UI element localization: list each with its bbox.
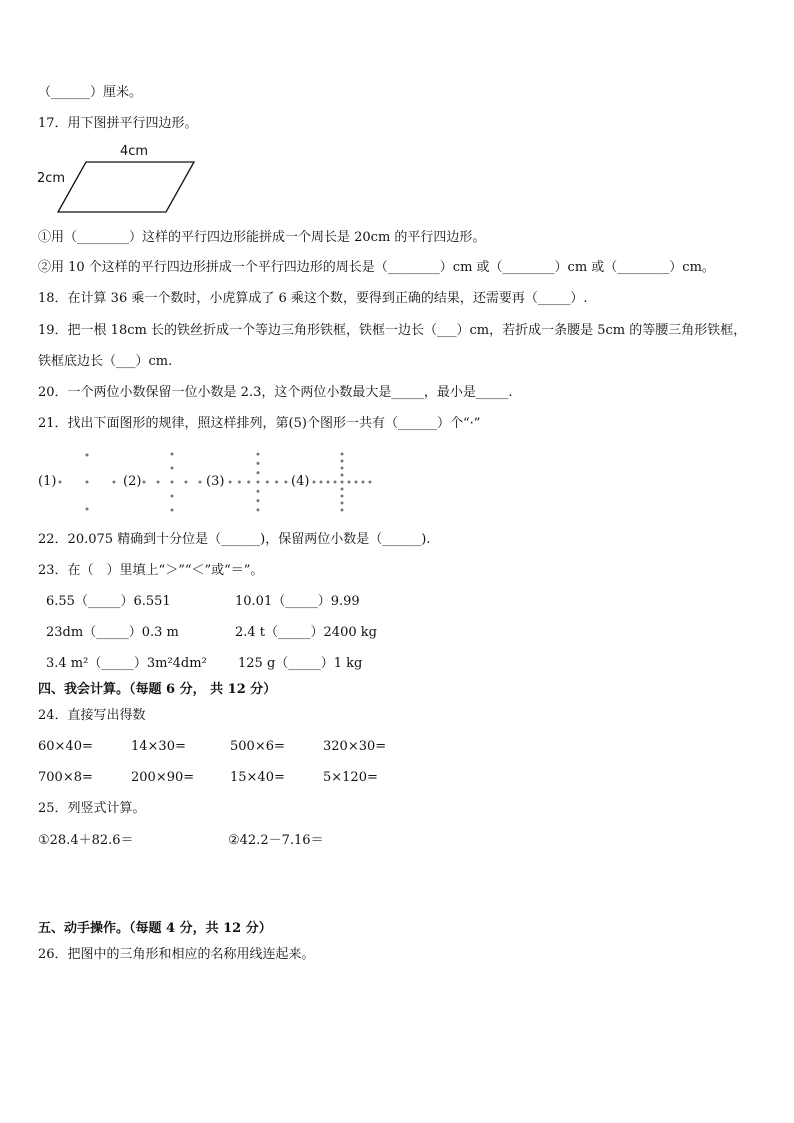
pattern-dot-fig4 <box>320 481 323 484</box>
parallelogram-top-label: 4cm <box>120 144 149 159</box>
pattern-dot-fig4 <box>313 481 316 484</box>
dot-pattern-figures <box>0 440 794 530</box>
pattern-dot-fig4 <box>348 481 351 484</box>
mental-math-item: 200×90= <box>131 770 195 785</box>
question-24: 24．直接写出得数 <box>38 708 146 723</box>
question-18: 18．在计算 36 乘一个数时，小虎算成了 6 乘这个数，要得到正确的结果，还需要再（_____）. <box>38 291 588 306</box>
pattern-dot-fig3 <box>266 481 269 484</box>
pattern-dot-fig4 <box>341 481 344 484</box>
pattern-dot-fig1 <box>59 481 62 484</box>
pattern-dot-fig3 <box>247 481 250 484</box>
mental-math-item: 5×120= <box>323 770 378 785</box>
vertical-calc-item: ①28.4＋82.6＝ <box>38 833 134 848</box>
answer-line-cm: （______）厘米。 <box>38 85 143 100</box>
mental-math-item: 60×40= <box>38 739 93 754</box>
pattern-dot-fig1 <box>113 481 116 484</box>
compare-item: 125 g（_____）1 kg <box>238 656 363 671</box>
pattern-dot-fig4 <box>341 453 344 456</box>
pattern-dot-fig2 <box>157 481 160 484</box>
compare-item: 3.4 m²（_____）3m²4dm² <box>46 656 207 671</box>
question-21: 21．找出下面图形的规律，照这样排列，第(5)个图形一共有（______）个“·” <box>38 416 481 431</box>
pattern-dot-fig3 <box>257 471 260 474</box>
question-25: 25．列竖式计算。 <box>38 801 146 816</box>
pattern-dot-fig4 <box>341 467 344 470</box>
dot-figure-label-2: (2) <box>123 474 142 489</box>
question-23: 23．在（ ）里填上“＞”“＜”或“＝”。 <box>38 563 264 578</box>
parallelogram-side-label: 2cm <box>37 171 66 186</box>
pattern-dot-fig4 <box>341 502 344 505</box>
pattern-dot-fig3 <box>257 481 260 484</box>
section-4-heading: 四、我会计算。（每题 6 分， 共 12 分） <box>38 682 277 697</box>
question-20: 20．一个两位小数保留一位小数是 2.3，这个两位小数最大是_____，最小是_____. <box>38 385 513 400</box>
pattern-dot-fig1 <box>86 481 89 484</box>
pattern-dot-fig2 <box>171 509 174 512</box>
pattern-dot-fig2 <box>171 453 174 456</box>
vertical-calc-item: ②42.2－7.16＝ <box>228 833 324 848</box>
pattern-dot-fig4 <box>369 481 372 484</box>
mental-math-item: 320×30= <box>323 739 387 754</box>
pattern-dot-fig2 <box>171 481 174 484</box>
pattern-dot-fig2 <box>199 481 202 484</box>
pattern-dot-fig3 <box>257 499 260 502</box>
mental-math-item: 500×6= <box>230 739 285 754</box>
mental-math-item: 700×8= <box>38 770 93 785</box>
compare-item: 2.4 t（_____）2400 kg <box>235 625 377 640</box>
section-5-heading: 五、动手操作。（每题 4 分，共 12 分） <box>38 921 272 936</box>
pattern-dot-fig4 <box>327 481 330 484</box>
pattern-dot-fig3 <box>257 453 260 456</box>
pattern-dot-fig4 <box>355 481 358 484</box>
pattern-dot-fig1 <box>86 508 89 511</box>
pattern-dot-fig2 <box>171 495 174 498</box>
parallelogram-figure <box>56 161 196 213</box>
pattern-dot-fig4 <box>362 481 365 484</box>
pattern-dot-fig4 <box>341 495 344 498</box>
compare-item: 6.55（_____）6.551 <box>46 594 171 609</box>
pattern-dot-fig4 <box>341 509 344 512</box>
pattern-dot-fig4 <box>341 460 344 463</box>
question-17-part-1: ①用（________）这样的平行四边形能拼成一个周长是 20cm 的平行四边形。 <box>38 230 486 245</box>
dot-figure-label-1: (1) <box>38 474 57 489</box>
pattern-dot-fig3 <box>229 481 232 484</box>
question-17-part-2: ②用 10 个这样的平行四边形拼成一个平行四边形的周长是（________）cm 或（________）cm 或（________）cm。 <box>38 260 715 275</box>
question-19-line-1: 19．把一根 18cm 长的铁丝折成一个等边三角形铁框，铁框一边长（___）cm，若折成一条腰是 5cm 的等腰三角形铁框， <box>38 323 747 338</box>
pattern-dot-fig1 <box>86 454 89 457</box>
compare-item: 23dm（_____）0.3 m <box>46 625 179 640</box>
pattern-dot-fig4 <box>334 481 337 484</box>
question-17: 17．用下图拼平行四边形。 <box>38 116 198 131</box>
dot-figure-label-3: (3) <box>206 474 225 489</box>
pattern-dot-fig4 <box>341 474 344 477</box>
pattern-dot-fig3 <box>284 481 287 484</box>
mental-math-item: 14×30= <box>131 739 186 754</box>
pattern-dot-fig2 <box>143 481 146 484</box>
pattern-dot-fig3 <box>238 481 241 484</box>
pattern-dot-fig3 <box>275 481 278 484</box>
pattern-dot-fig2 <box>185 481 188 484</box>
pattern-dot-fig3 <box>257 462 260 465</box>
pattern-dot-fig3 <box>257 508 260 511</box>
question-19-line-2: 铁框底边长（___）cm. <box>38 354 173 369</box>
question-22: 22．20.075 精确到十分位是（______)，保留两位小数是（______). <box>38 532 431 547</box>
question-26: 26．把图中的三角形和相应的名称用线连起来。 <box>38 947 315 962</box>
compare-item: 10.01（_____）9.99 <box>235 594 360 609</box>
pattern-dot-fig2 <box>171 467 174 470</box>
dot-figure-label-4: (4) <box>291 474 310 489</box>
pattern-dot-fig3 <box>257 490 260 493</box>
pattern-dot-fig4 <box>341 488 344 491</box>
mental-math-item: 15×40= <box>230 770 285 785</box>
